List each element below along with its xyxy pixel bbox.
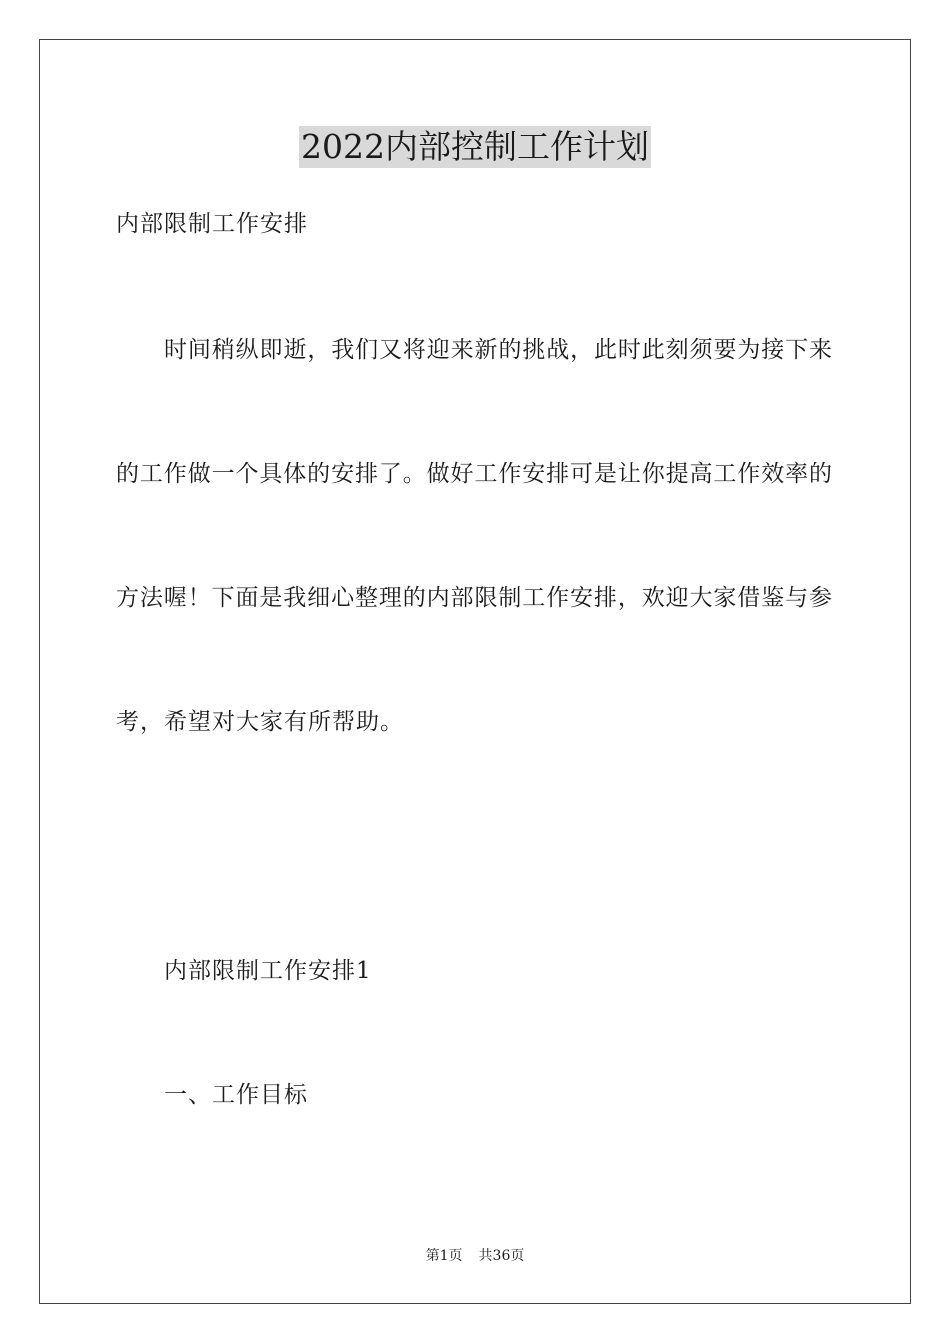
page-total: 共36页 xyxy=(478,1248,525,1264)
intro-line-2: 的工作做一个具体的安排了。做好工作安排可是让你提高工作效率的 xyxy=(116,461,832,487)
subsection-heading: 一、工作目标 xyxy=(164,1082,308,1108)
intro-line-4: 考，希望对大家有所帮助。 xyxy=(116,709,404,735)
document-title: 2022内部控制工作计划 xyxy=(301,127,649,166)
page-footer xyxy=(0,1247,950,1265)
intro-line-3: 方法喔！下面是我细心整理的内部限制工作安排，欢迎大家借鉴与参 xyxy=(116,585,832,611)
document-title-block xyxy=(0,126,950,168)
page-number: 第1页 xyxy=(425,1248,463,1264)
section-heading: 内部限制工作安排1 xyxy=(164,958,372,984)
document-subtitle: 内部限制工作安排 xyxy=(116,211,308,237)
intro-line-1: 时间稍纵即逝，我们又将迎来新的挑战，此时此刻须要为接下来 xyxy=(164,337,832,363)
